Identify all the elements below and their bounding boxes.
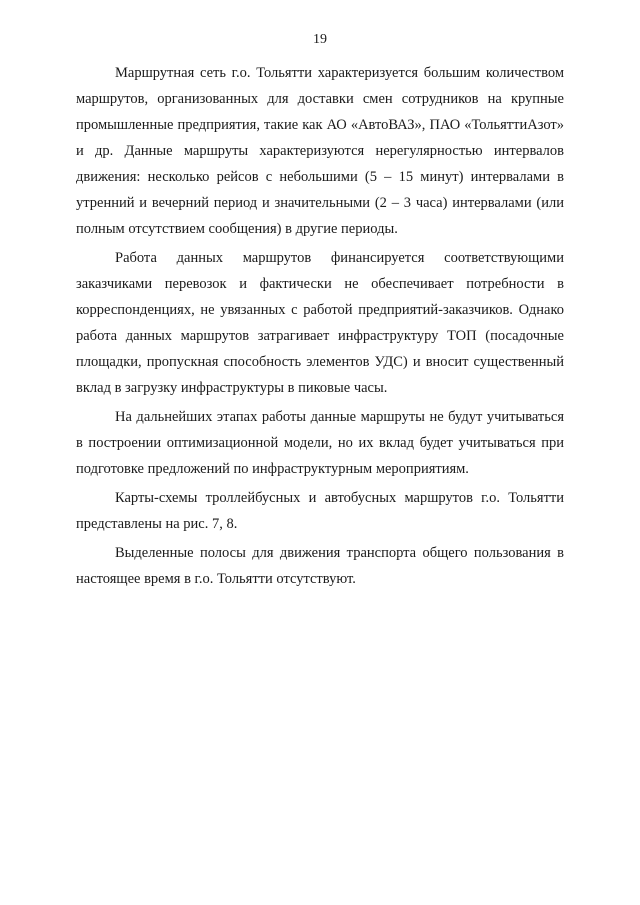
paragraph-route-financing: Работа данных маршрутов финансируется соответствующими заказчиками перевозок и фактически не обеспечивает потребности в корреспонденциях, не увязанных с работой предприятий-заказчиков. Однако работа данных маршрутов затрагивает инфраструктуру ТОП (посадочные площадки, пропускная способность элементов УДС) и вносит существенный вклад в загрузку инфраструктуры в пиковые часы.: [76, 250, 564, 396]
body-text: [76, 60, 564, 595]
paragraph-route-network: Маршрутная сеть г.о. Тольятти характеризуется большим количеством маршрутов, организованных для доставки смен сотрудников на крупные промышленные предприятия, такие как АО «АвтоВАЗ», ПАО «ТольяттиАзот» и др. Данные маршруты характеризуются нерегулярностью интервалов движения: несколько рейсов с небольшими (5 – 15 минут) интервалами в утренний и вечерний период и значительными (2 – 3 часа) интервалами (или полным отсутствием сообщения) в другие периоды.: [76, 65, 564, 237]
page-number: 19: [313, 32, 327, 47]
paragraph-route-maps: Карты-схемы троллейбусных и автобусных маршрутов г.о. Тольятти представлены на рис. 7, 8.: [76, 490, 564, 532]
paragraph-dedicated-lanes: Выделенные полосы для движения транспорта общего пользования в настоящее время в г.о. Тольятти отсутствуют.: [76, 545, 564, 587]
paragraph-further-stages: На дальнейших этапах работы данные маршруты не будут учитываться в построении оптимизационной модели, но их вклад будет учитываться при подготовке предложений по инфраструктурным мероприятиям.: [76, 409, 564, 477]
